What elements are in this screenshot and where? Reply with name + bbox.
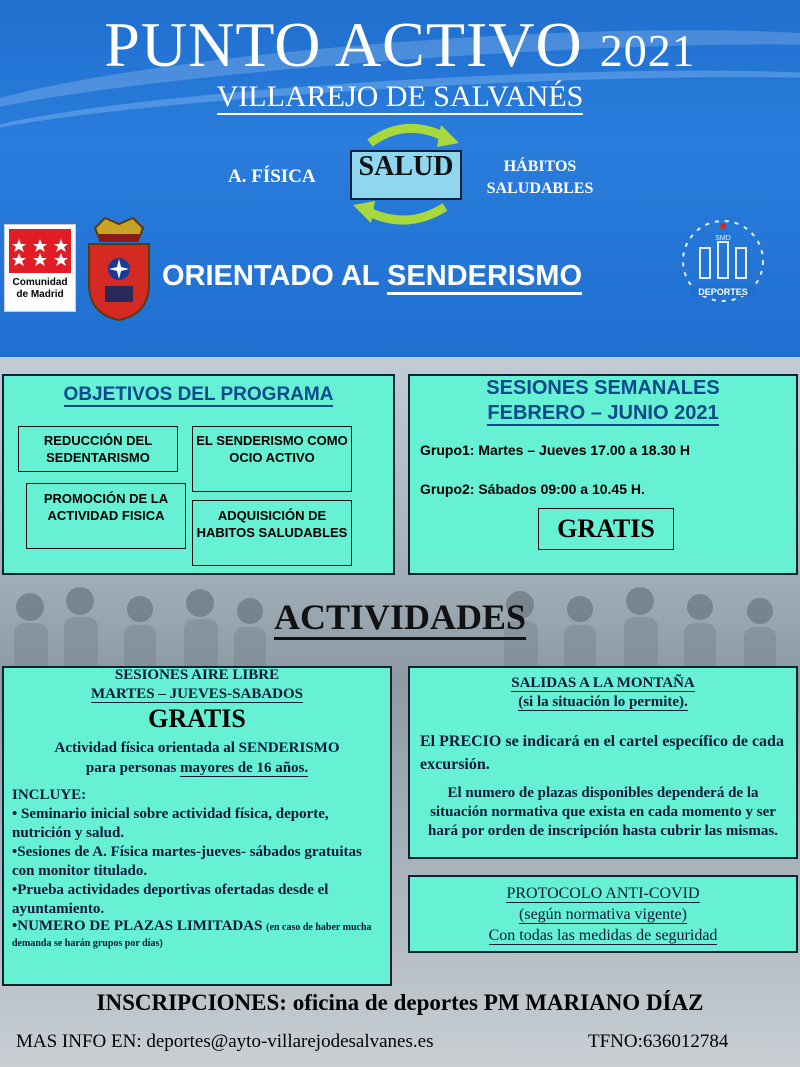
list-item: •Sesiones de A. Física martes-jueves- sábados gratuitas con monitor titulado.: [12, 844, 362, 879]
list-item: •NUMERO DE PLAZAS LIMITADAS (en caso de haber mucha demanda se harán grupos por días): [12, 918, 372, 949]
objective-item: PROMOCIÓN DE LA ACTIVIDAD FISICA: [26, 483, 186, 549]
list-item: • Seminario inicial sobre actividad física, deporte, nutrición y salud.: [12, 806, 329, 841]
mountain-trips-box: [408, 666, 798, 859]
objectives-title: OBJETIVOS DEL PROGRAMA: [63, 384, 334, 405]
activities-heading: ACTIVIDADES: [0, 596, 800, 638]
sessions-title: SESIONES SEMANALES FEBRERO – JUNIO 2021: [486, 377, 720, 424]
municipal-shield-icon: [85, 214, 153, 324]
group1-schedule: Grupo1: Martes – Jueves 17.00 a 18.30 H: [420, 442, 691, 458]
health-label: SALUD: [350, 150, 462, 200]
program-objectives-box: [2, 374, 395, 575]
healthy-habits-label: HÁBITOS SALUDABLES: [486, 158, 594, 197]
page-title: PUNTO ACTIVO 2021: [104, 9, 696, 80]
mountain-title: SALIDAS A LA MONTAÑA (si la situación lo permite).: [511, 675, 695, 710]
outdoor-sessions-box: [2, 666, 392, 986]
weekly-sessions-box: [408, 374, 798, 575]
outdoor-title: SESIONES AIRE LIBRE MARTES – JUEVES-SABADOS: [90, 667, 303, 702]
list-item: •Prueba actividades deportivas ofertadas desde el ayuntamiento.: [12, 882, 329, 917]
smd-deportes-logo: [668, 216, 778, 316]
objective-item: REDUCCIÓN DEL SEDENTARISMO: [18, 426, 178, 472]
objective-item: EL SENDERISMO COMO OCIO ACTIVO: [192, 426, 352, 492]
outdoor-price: GRATIS: [148, 704, 246, 733]
mountain-places-note: El numero de plazas disponibles dependerá de la situación normativa que exista en cada momento y ser hará por orden de inscripción hasta cubrir las mismas.: [428, 785, 778, 839]
svg-text:SMD: SMD: [715, 235, 731, 242]
mountain-price-note: El PRECIO se indicará en el cartel específico de cada excursión.: [420, 733, 784, 773]
includes-list: INCLUYE: • Seminario inicial sobre actividad física, deporte, nutrición y salud. •Sesiones de A. Física martes-jueves- sábados gratuitas con monitor titulado. •Prueba actividades deportivas ofertadas desde el ayuntamiento. •NUMERO DE PLAZAS LIMITADAS (en caso de haber mucha demanda se harán grupos por días): [4, 786, 390, 951]
registration-info: INSCRIPCIONES: oficina de deportes PM MARIANO DÍAZ: [96, 990, 704, 1015]
objective-item: ADQUISICIÓN DE HABITOS SALUDABLES: [192, 500, 352, 566]
physical-activity-label: A. FÍSICA: [228, 166, 316, 187]
covid-protocol-box: [408, 875, 798, 953]
free-price-badge: GRATIS: [538, 508, 674, 550]
orientation-heading: ORIENTADO AL SENDERISMO: [162, 260, 582, 293]
header-banner: [0, 0, 800, 357]
outdoor-description: Actividad física orientada al SENDERISMO para personas mayores de 16 años.: [54, 740, 340, 776]
svg-text:DEPORTES: DEPORTES: [698, 287, 748, 297]
group2-schedule: Grupo2: Sábados 09:00 a 10.45 H.: [420, 481, 645, 497]
subtitle: VILLAREJO DE SALVANÉS: [216, 80, 584, 113]
contact-email: MAS INFO EN: deportes@ayto-villarejodesalvanes.es: [16, 1031, 434, 1052]
covid-text: PROTOCOLO ANTI-COVID (según normativa vigente) Con todas las medidas de seguridad: [488, 885, 718, 944]
comunidad-madrid-logo: Comunidad de Madrid: [4, 224, 76, 312]
contact-phone: TFNO:636012784: [588, 1031, 729, 1052]
